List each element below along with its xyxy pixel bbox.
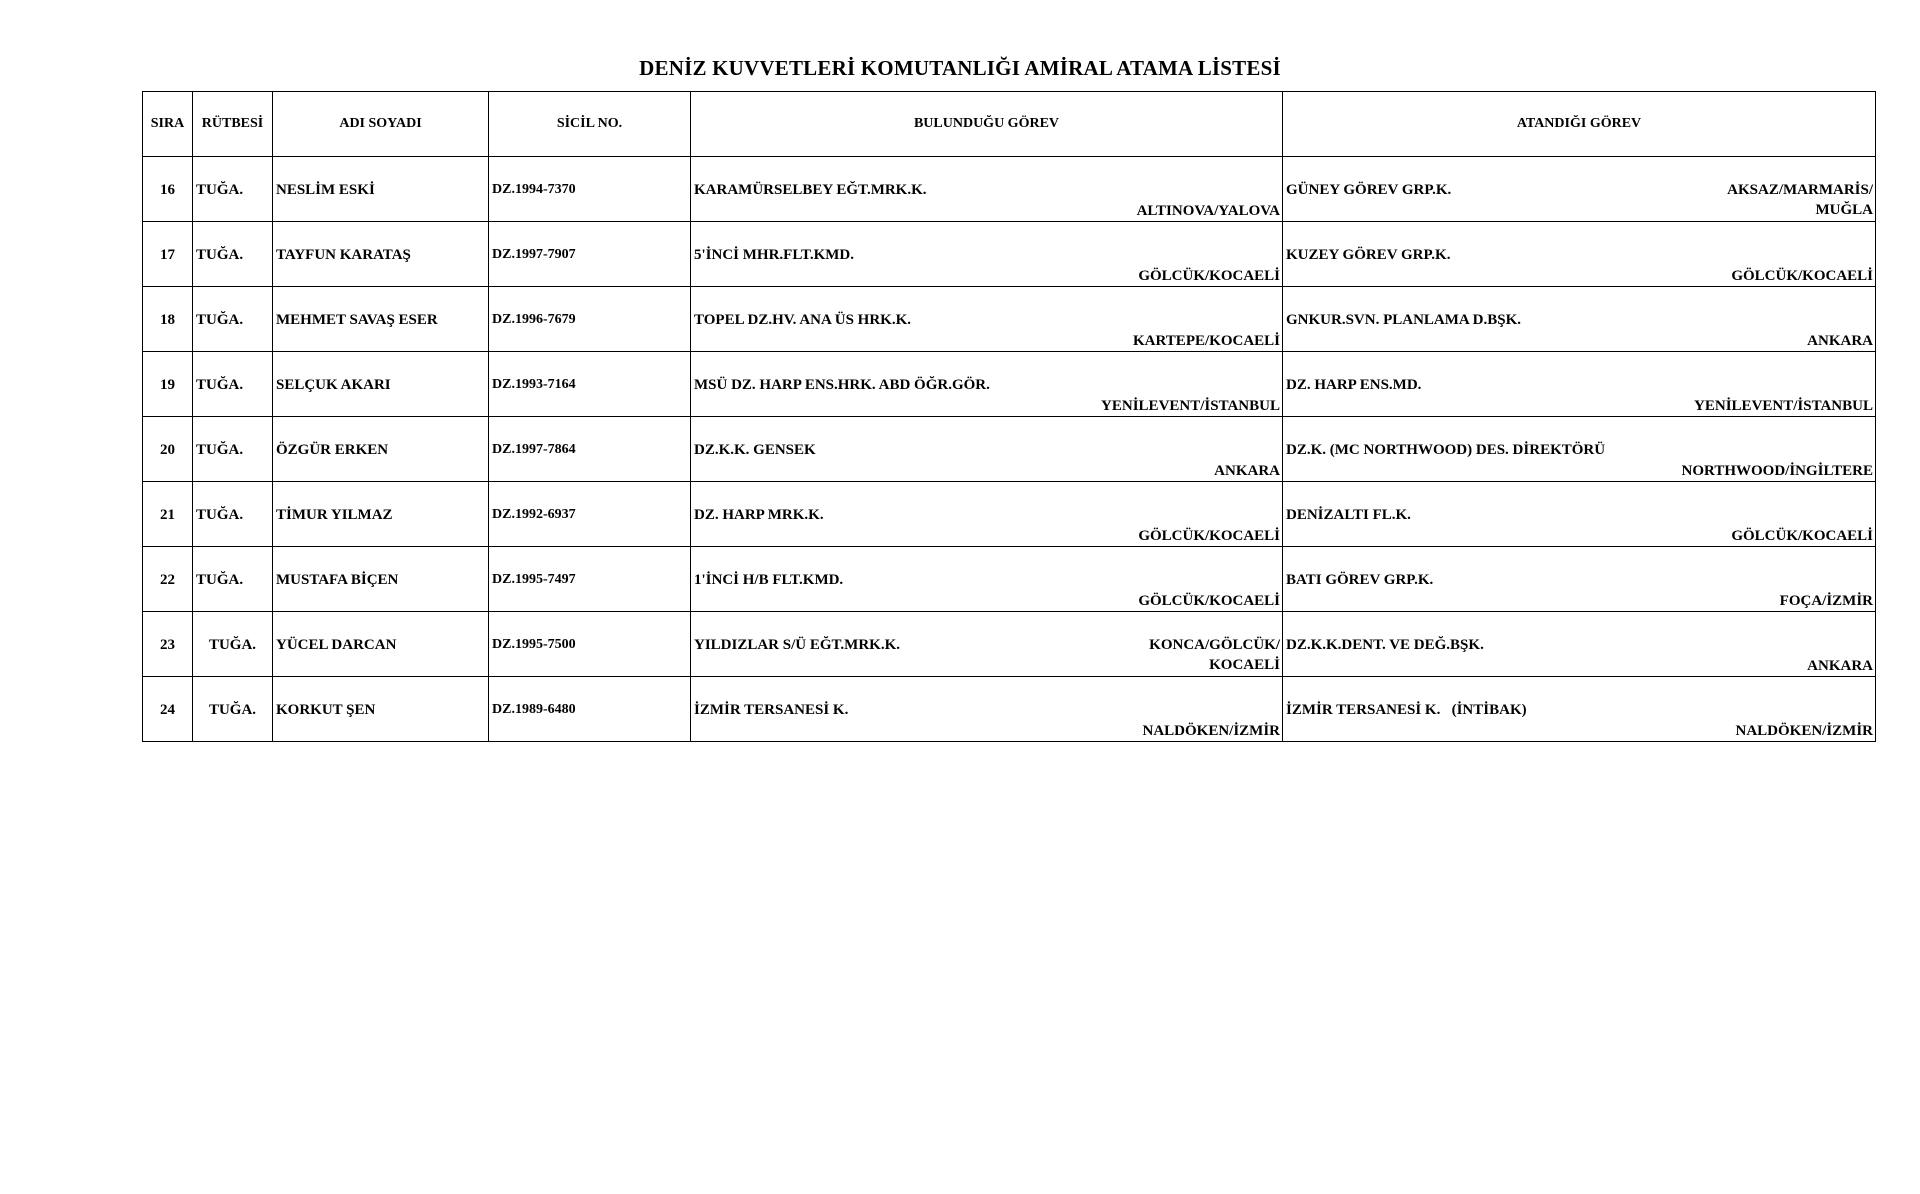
cell-atandigi-gorev — [1283, 222, 1876, 287]
current-duty: 1'İNCİ H/B FLT.KMD. — [694, 572, 844, 588]
cell-atandigi-gorev — [1283, 612, 1876, 677]
cell-rutbe: TUĞA. — [193, 417, 273, 482]
cell-bulundugu-gorev — [691, 352, 1283, 417]
current-duty: YILDIZLAR S/Ü EĞT.MRK.K. — [694, 637, 901, 653]
current-duty-location: NALDÖKEN/İZMİR — [1142, 723, 1280, 739]
assigned-duty-location: NORTHWOOD/İNGİLTERE — [1681, 463, 1873, 479]
cell-adi-soyadi: KORKUT ŞEN — [273, 677, 489, 742]
assigned-duty-location: ANKARA — [1807, 658, 1873, 674]
assigned-duty: DENİZALTI FL.K. — [1286, 507, 1411, 523]
cell-atandigi-gorev — [1283, 352, 1876, 417]
assigned-duty-location: GÖLCÜK/KOCAELİ — [1731, 528, 1873, 544]
cell-rutbe: TUĞA. — [193, 157, 273, 222]
cell-rutbe: TUĞA. — [193, 612, 273, 677]
current-duty-location: GÖLCÜK/KOCAELİ — [1138, 268, 1280, 284]
table-row — [143, 677, 1876, 742]
assigned-duty-location: NALDÖKEN/İZMİR — [1735, 723, 1873, 739]
table-row — [143, 612, 1876, 677]
cell-atandigi-gorev — [1283, 157, 1876, 222]
col-header-atandigi-gorev: ATANDIĞI GÖREV — [1283, 92, 1876, 157]
cell-sicil-no: DZ.1992-6937 — [489, 482, 691, 547]
table-row — [143, 417, 1876, 482]
cell-sicil-no: DZ.1994-7370 — [489, 157, 691, 222]
cell-adi-soyadi: TAYFUN KARATAŞ — [273, 222, 489, 287]
table-header-row — [143, 92, 1876, 157]
cell-sira: 24 — [143, 677, 193, 742]
cell-bulundugu-gorev — [691, 157, 1283, 222]
table-row — [143, 482, 1876, 547]
assigned-duty-location: AKSAZ/MARMARİS/ MUĞLA — [1727, 182, 1873, 218]
cell-bulundugu-gorev — [691, 482, 1283, 547]
cell-sicil-no: DZ.1993-7164 — [489, 352, 691, 417]
cell-adi-soyadi: ÖZGÜR ERKEN — [273, 417, 489, 482]
cell-atandigi-gorev — [1283, 677, 1876, 742]
cell-bulundugu-gorev — [691, 222, 1283, 287]
current-duty-location: KARTEPE/KOCAELİ — [1133, 333, 1280, 349]
cell-sira: 21 — [143, 482, 193, 547]
current-duty: 5'İNCİ MHR.FLT.KMD. — [694, 247, 855, 263]
table-row — [143, 287, 1876, 352]
cell-adi-soyadi: MEHMET SAVAŞ ESER — [273, 287, 489, 352]
assigned-duty: DZ. HARP ENS.MD. — [1286, 377, 1422, 393]
cell-sira: 17 — [143, 222, 193, 287]
cell-atandigi-gorev — [1283, 287, 1876, 352]
current-duty: KARAMÜRSELBEY EĞT.MRK.K. — [694, 182, 927, 198]
table-row — [143, 352, 1876, 417]
cell-adi-soyadi: TİMUR YILMAZ — [273, 482, 489, 547]
cell-sira: 23 — [143, 612, 193, 677]
cell-sira: 22 — [143, 547, 193, 612]
cell-rutbe: TUĞA. — [193, 222, 273, 287]
assigned-duty-location: FOÇA/İZMİR — [1779, 593, 1873, 609]
document-title: DENİZ KUVVETLERİ KOMUTANLIĞI AMİRAL ATAMA LİSTESİ — [639, 56, 1281, 80]
cell-adi-soyadi: NESLİM ESKİ — [273, 157, 489, 222]
cell-bulundugu-gorev — [691, 287, 1283, 352]
cell-atandigi-gorev — [1283, 417, 1876, 482]
assigned-duty: KUZEY GÖREV GRP.K. — [1286, 247, 1451, 263]
assigned-duty-location: YENİLEVENT/İSTANBUL — [1694, 398, 1873, 414]
col-header-sira: SIRA — [143, 92, 193, 157]
table-row — [143, 547, 1876, 612]
assigned-duty-location: GÖLCÜK/KOCAELİ — [1731, 268, 1873, 284]
col-header-adi-soyadi: ADI SOYADI — [273, 92, 489, 157]
current-duty: DZ.K.K. GENSEK — [694, 442, 816, 458]
cell-adi-soyadi: SELÇUK AKARI — [273, 352, 489, 417]
current-duty-location: ALTINOVA/YALOVA — [1136, 203, 1280, 219]
current-duty-location: YENİLEVENT/İSTANBUL — [1101, 398, 1280, 414]
assigned-duty: GNKUR.SVN. PLANLAMA D.BŞK. — [1286, 312, 1522, 328]
current-duty-location: KONCA/GÖLCÜK/ KOCAELİ — [1149, 637, 1280, 673]
cell-sicil-no: DZ.1995-7500 — [489, 612, 691, 677]
cell-sira: 19 — [143, 352, 193, 417]
assigned-duty: İZMİR TERSANESİ K. (İNTİBAK) — [1286, 702, 1527, 718]
cell-bulundugu-gorev — [691, 677, 1283, 742]
cell-rutbe: TUĞA. — [193, 677, 273, 742]
assigned-duty: DZ.K. (MC NORTHWOOD) DES. DİREKTÖRÜ — [1286, 442, 1606, 458]
col-header-rutbe: RÜTBESİ — [193, 92, 273, 157]
cell-rutbe: TUĞA. — [193, 482, 273, 547]
col-header-bulundugu-gorev: BULUNDUĞU GÖREV — [691, 92, 1283, 157]
cell-bulundugu-gorev — [691, 547, 1283, 612]
table-row — [143, 157, 1876, 222]
cell-sicil-no: DZ.1989-6480 — [489, 677, 691, 742]
current-duty-location: GÖLCÜK/KOCAELİ — [1138, 593, 1280, 609]
current-duty: TOPEL DZ.HV. ANA ÜS HRK.K. — [694, 312, 912, 328]
assigned-duty-location: ANKARA — [1807, 333, 1873, 349]
cell-sicil-no: DZ.1997-7907 — [489, 222, 691, 287]
current-duty: İZMİR TERSANESİ K. — [694, 702, 849, 718]
cell-rutbe: TUĞA. — [193, 547, 273, 612]
current-duty: MSÜ DZ. HARP ENS.HRK. ABD ÖĞR.GÖR. — [694, 377, 990, 393]
assigned-duty: BATI GÖREV GRP.K. — [1286, 572, 1434, 588]
current-duty-location: GÖLCÜK/KOCAELİ — [1138, 528, 1280, 544]
table-row — [143, 222, 1876, 287]
cell-sicil-no: DZ.1996-7679 — [489, 287, 691, 352]
cell-sira: 16 — [143, 157, 193, 222]
assigned-duty: GÜNEY GÖREV GRP.K. — [1286, 182, 1452, 198]
cell-adi-soyadi: MUSTAFA BİÇEN — [273, 547, 489, 612]
cell-bulundugu-gorev — [691, 612, 1283, 677]
current-duty: DZ. HARP MRK.K. — [694, 507, 824, 523]
assigned-duty: DZ.K.K.DENT. VE DEĞ.BŞK. — [1286, 637, 1484, 653]
col-header-sicil-no: SİCİL NO. — [489, 92, 691, 157]
cell-rutbe: TUĞA. — [193, 287, 273, 352]
current-duty-location: ANKARA — [1214, 463, 1280, 479]
cell-bulundugu-gorev — [691, 417, 1283, 482]
cell-sira: 18 — [143, 287, 193, 352]
cell-sicil-no: DZ.1997-7864 — [489, 417, 691, 482]
cell-sicil-no: DZ.1995-7497 — [489, 547, 691, 612]
appointment-table — [142, 91, 1876, 742]
cell-atandigi-gorev — [1283, 482, 1876, 547]
cell-atandigi-gorev — [1283, 547, 1876, 612]
cell-adi-soyadi: YÜCEL DARCAN — [273, 612, 489, 677]
cell-rutbe: TUĞA. — [193, 352, 273, 417]
cell-sira: 20 — [143, 417, 193, 482]
